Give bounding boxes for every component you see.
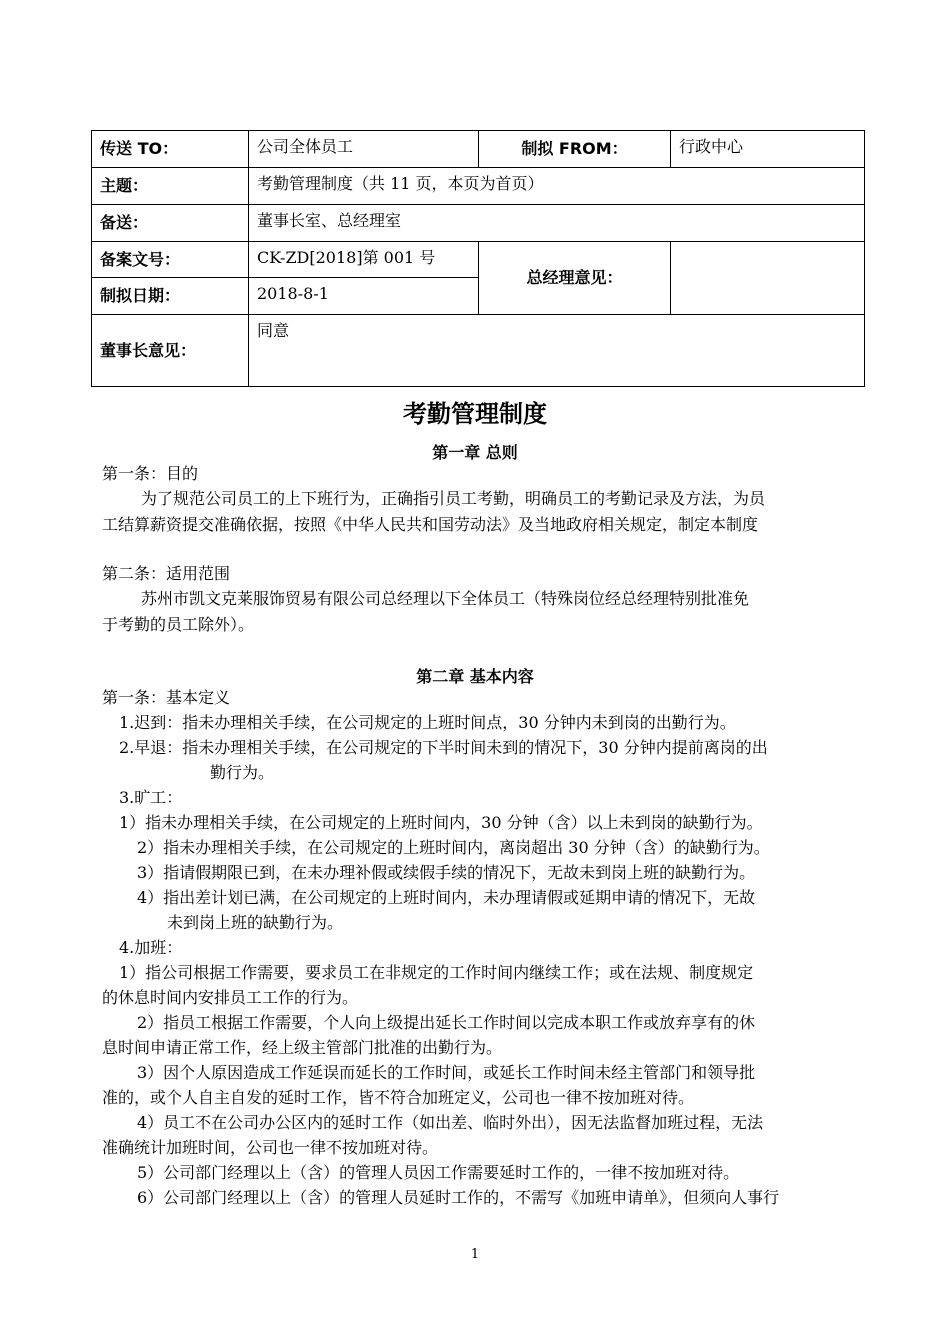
gm-opinion-label: 总经理意见： [479, 242, 671, 315]
to-label: 传送 TO： [92, 131, 249, 168]
c1-article1-title: 第一条：目的 [102, 464, 199, 483]
def-absent-3: 3）指请假期限已到，在未办理补假或续假手续的情况下，无故未到岗上班的缺勤行为。 [137, 863, 756, 882]
document-title: 考勤管理制度 [403, 400, 547, 428]
file-no-label: 备案文号： [92, 242, 249, 278]
def-absent-1: 1）指未办理相关手续，在公司规定的上班时间内，30 分钟（含）以上未到岗的缺勤行为。 [119, 813, 763, 832]
to-value: 公司全体员工 [249, 131, 479, 168]
def-early-line1: 2.早退：指未办理相关手续，在公司规定的下半时间未到的情况下，30 分钟内提前离岗的出 [119, 738, 768, 757]
from-value: 行政中心 [671, 131, 865, 168]
def-overtime-4-line2: 准确统计加班时间，公司也一律不按加班对待。 [102, 1138, 439, 1157]
subject-label: 主题： [92, 168, 249, 205]
c1-article2-para-line2: 于考勤的员工除外）。 [102, 615, 255, 634]
def-absent-4-line1: 4）指出差计划已满，在公司规定的上班时间内，未办理请假或延期申请的情况下，无故 [137, 888, 756, 907]
subject-value: 考勤管理制度（共 11 页，本页为首页） [249, 168, 865, 205]
chairman-label: 董事长意见： [92, 315, 249, 387]
c2-article1-title: 第一条：基本定义 [102, 688, 231, 707]
gm-opinion-value [671, 242, 865, 315]
cc-label: 备送： [92, 205, 249, 242]
def-overtime-6: 6）公司部门经理以上（含）的管理人员延时工作的，不需写《加班申请单》，但须向人事行 [137, 1188, 780, 1207]
def-overtime-2-line2: 息时间申请正常工作，经上级主管部门批准的出勤行为。 [102, 1038, 503, 1057]
date-label: 制拟日期： [92, 278, 249, 315]
def-absent-2: 2）指未办理相关手续，在公司规定的上班时间内，离岗超出 30 分钟（含）的缺勤行为。 [137, 838, 770, 857]
def-overtime-2-line1: 2）指员工根据工作需要，个人向上级提出延长工作时间以完成本职工作或放弃享有的休 [137, 1013, 756, 1032]
date-value: 2018-8-1 [249, 278, 479, 315]
c1-article2-para-line1: 苏州市凯文克莱服饰贸易有限公司总经理以下全体员工（特殊岗位经总经理特别批准免 [141, 589, 750, 608]
def-overtime-title: 4.加班： [119, 938, 183, 957]
c1-article1-para-line2: 工结算薪资提交准确依据，按照《中华人民共和国劳动法》及当地政府相关规定，制定本制度 [102, 515, 759, 534]
def-overtime-1-line2: 的休息时间内安排员工工作的行为。 [102, 988, 359, 1007]
def-overtime-5: 5）公司部门经理以上（含）的管理人员因工作需要延时工作的，一律不按加班对待。 [137, 1163, 740, 1182]
chapter2-heading: 第二章 基本内容 [416, 667, 534, 686]
file-no-value: CK-ZD[2018]第 001 号 [249, 242, 479, 278]
def-overtime-4-line1: 4）员工不在公司办公区内的延时工作（如出差、临时外出），因无法监督加班过程，无法 [137, 1113, 764, 1132]
page-number: 1 [470, 1247, 480, 1262]
chairman-value: 同意 [249, 315, 865, 387]
def-absent-title: 3.旷工： [119, 788, 183, 807]
def-absent-4-line2: 未到岗上班的缺勤行为。 [167, 913, 344, 932]
cc-value: 董事长室、总经理室 [249, 205, 865, 242]
def-late: 1.迟到：指未办理相关手续，在公司规定的上班时间点，30 分钟内未到岗的出勤行为。 [119, 713, 736, 732]
c1-article1-para-line1: 为了规范公司员工的上下班行为，正确指引员工考勤，明确员工的考勤记录及方法，为员 [141, 489, 766, 508]
from-label: 制拟 FROM： [479, 131, 671, 168]
c1-article2-title: 第二条：适用范围 [102, 564, 231, 583]
chapter1-heading: 第一章 总则 [432, 443, 518, 462]
def-early-line2: 勤行为。 [210, 763, 275, 782]
header-table [91, 130, 865, 387]
def-overtime-3-line2: 准的，或个人自主自发的延时工作，皆不符合加班定义，公司也一律不按加班对待。 [102, 1088, 695, 1107]
def-overtime-1-line1: 1）指公司根据工作需要，要求员工在非规定的工作时间内继续工作；或在法规、制度规定 [119, 963, 754, 982]
def-overtime-3-line1: 3）因个人原因造成工作延误而延长的工作时间，或延长工作时间未经主管部门和领导批 [137, 1063, 756, 1082]
